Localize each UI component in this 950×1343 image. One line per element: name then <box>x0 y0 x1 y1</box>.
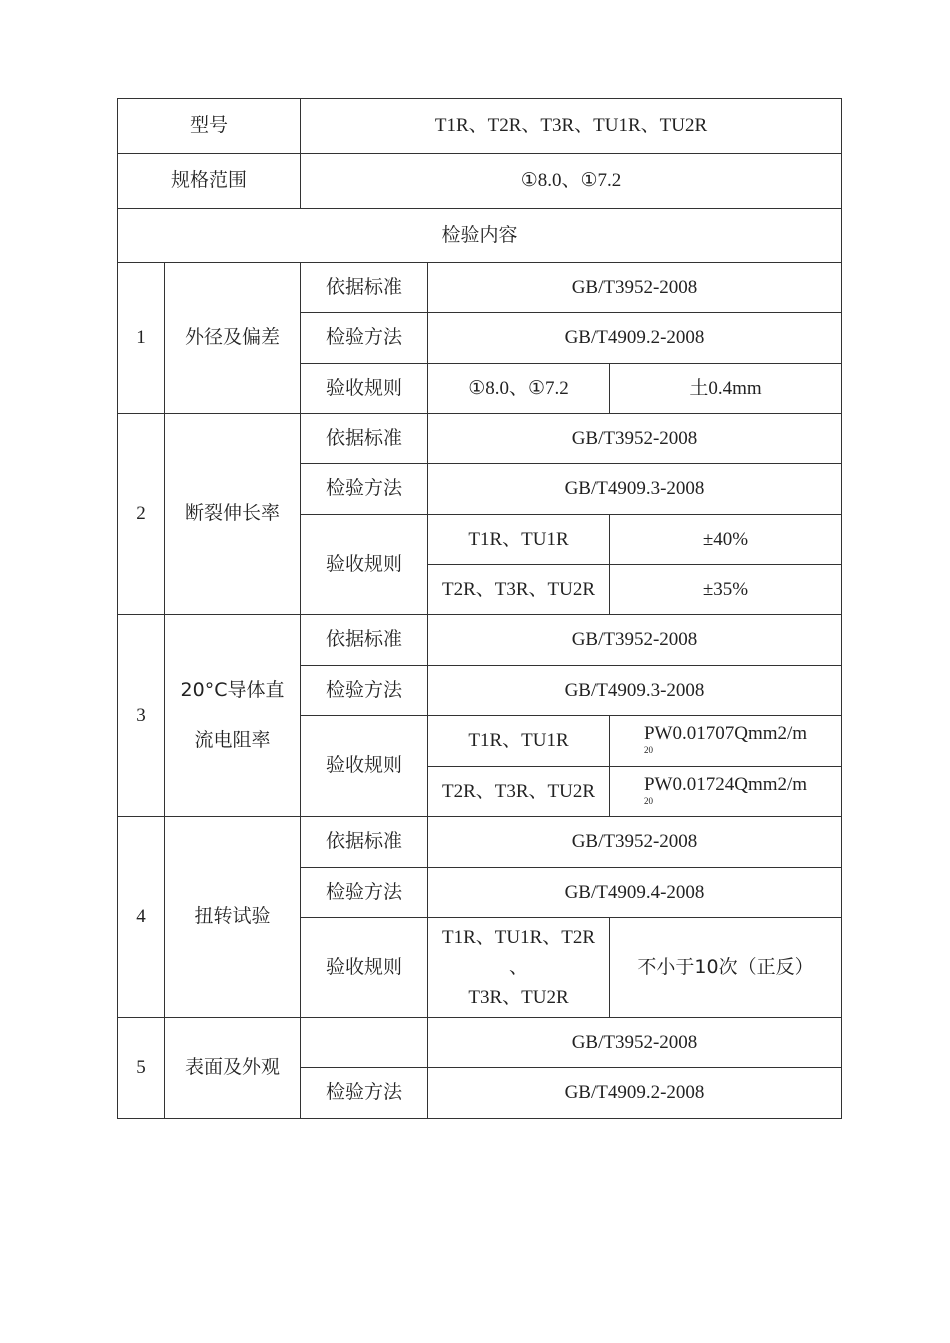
sub-value-b <box>610 716 842 767</box>
table-row <box>118 1018 842 1068</box>
model-row <box>118 99 842 154</box>
table-row <box>118 817 842 868</box>
spec-range-value: ①8.0、①7.2 <box>301 154 842 209</box>
model-label: 型号 <box>118 99 301 154</box>
resistivity-subscript: 20 <box>643 745 653 755</box>
row-label: 验收规则 <box>301 515 428 615</box>
row-label: 依据标准 <box>301 414 428 464</box>
item-name: 外径及偏差 <box>165 263 301 414</box>
item-name-line2: 流电阻率 <box>194 728 271 751</box>
sub-value-b: 土0.4mm <box>610 364 842 414</box>
section-title-row <box>118 209 842 263</box>
sub-value-a: T1R、TU1R <box>428 716 610 767</box>
resistivity-formula: PW0.01707Qmm2/m <box>643 723 808 745</box>
model-value: T1R、T2R、T3R、TU1R、TU2R <box>301 99 842 154</box>
row-label: 检验方法 <box>301 464 428 515</box>
sub-value-a: T2R、T3R、TU2R <box>428 767 610 817</box>
row-value: GB/T3952-2008 <box>428 817 842 868</box>
sub-value-a: T1R、TU1R <box>428 515 610 565</box>
sub-value-a-line2: 、 <box>509 956 529 978</box>
item-name <box>165 615 301 817</box>
item-name: 表面及外观 <box>165 1018 301 1119</box>
item-number: 1 <box>118 263 165 414</box>
row-label: 检验方法 <box>301 1068 428 1119</box>
row-label: 依据标准 <box>301 263 428 313</box>
sub-value-a: T2R、T3R、TU2R <box>428 565 610 615</box>
item-name: 断裂伸长率 <box>165 414 301 615</box>
row-label: 依据标准 <box>301 615 428 666</box>
table-row <box>118 263 842 313</box>
row-value: GB/T4909.2-2008 <box>428 1068 842 1119</box>
item-name: 扭转试验 <box>165 817 301 1018</box>
item-number: 3 <box>118 615 165 817</box>
resistivity-subscript: 20 <box>643 795 653 806</box>
row-label: 验收规则 <box>301 364 428 414</box>
row-value: GB/T4909.3-2008 <box>428 464 842 515</box>
row-value: GB/T3952-2008 <box>428 615 842 666</box>
table-row <box>118 615 842 666</box>
section-title: 检验内容 <box>118 209 842 263</box>
sub-value-b <box>610 767 842 817</box>
spacer <box>169 703 296 729</box>
item-number: 2 <box>118 414 165 615</box>
sub-value-a-line1: T1R、TU1R、T2R <box>441 926 596 948</box>
row-label <box>301 1018 428 1068</box>
sub-value-b: ±35% <box>610 565 842 615</box>
row-value: GB/T4909.4-2008 <box>428 868 842 918</box>
row-value: GB/T3952-2008 <box>428 1018 842 1068</box>
item-number: 4 <box>118 817 165 1018</box>
sub-value-b: 不小于10次（正反） <box>610 918 842 1018</box>
item-name-line1: 20°C导体直 <box>180 678 285 701</box>
sub-value-a: ①8.0、①7.2 <box>428 364 610 414</box>
sub-value-a <box>428 918 610 1018</box>
row-value: GB/T4909.3-2008 <box>428 666 842 716</box>
row-value: GB/T3952-2008 <box>428 414 842 464</box>
sub-value-b: ±40% <box>610 515 842 565</box>
row-label: 验收规则 <box>301 918 428 1018</box>
spec-range-row <box>118 154 842 209</box>
spec-range-label: 规格范围 <box>118 154 301 209</box>
row-label: 验收规则 <box>301 716 428 817</box>
sub-value-a-line3: T3R、TU2R <box>468 986 569 1008</box>
row-label: 检验方法 <box>301 666 428 716</box>
row-label: 检验方法 <box>301 313 428 364</box>
row-value: GB/T3952-2008 <box>428 263 842 313</box>
row-label: 依据标准 <box>301 817 428 868</box>
row-value: GB/T4909.2-2008 <box>428 313 842 364</box>
row-label: 检验方法 <box>301 868 428 918</box>
item-number: 5 <box>118 1018 165 1119</box>
inspection-spec-table <box>117 98 842 1119</box>
table-row <box>118 414 842 464</box>
resistivity-formula: PW0.01724Qmm2/m <box>643 773 808 795</box>
